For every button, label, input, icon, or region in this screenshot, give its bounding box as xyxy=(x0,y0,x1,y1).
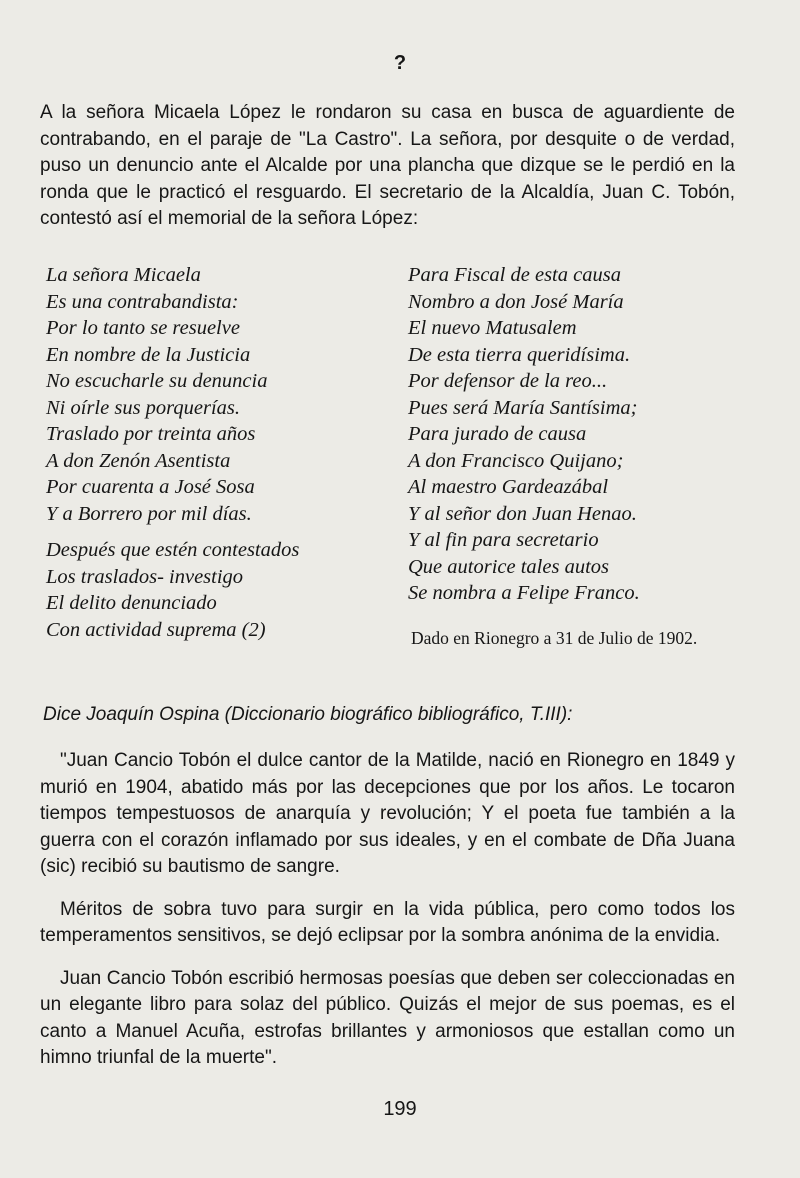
verse-stanza-2 xyxy=(46,537,299,643)
verse-line: Que autorice tales autos xyxy=(408,555,609,578)
verse-line: A don Francisco Quijano; xyxy=(408,449,624,472)
quote-source: Dice Joaquín Ospina (Diccionario biográfico bibliográfico, T.III): xyxy=(43,704,573,725)
quote-block xyxy=(40,748,735,1088)
verse-line: Al maestro Gardeazábal xyxy=(408,476,609,498)
verse-line: A don Zenón Asentista xyxy=(46,449,231,472)
page-header-mark: ? xyxy=(393,52,407,74)
verse-line: No escucharle su denuncia xyxy=(46,370,268,392)
quote-paragraph: "Juan Cancio Tobón el dulce cantor de la Matilde, nació en Rionegro en 1849 y murió en 1904, abatido más por las decepciones que por los años. Le tocaron tiempos tempestuosos de anarquía y revolución; Y el poeta fue también a la guerra con el corazón inflamado por sus ideales, y en el combate de Dña Juana (sic) recibió su bautismo de sangre. xyxy=(40,750,735,877)
verse-line: En nombre de la Justicia xyxy=(46,343,251,366)
verse-date-line: Dado en Rionegro a 31 de Julio de 1902. xyxy=(411,628,698,648)
quote-paragraph: Juan Cancio Tobón escribió hermosas poesías que deben ser coleccionadas en un elegante libro para solaz del público. Quizás el mejor de sus poemas, es el canto a Manuel Acuña, estrofas brillantes y armoniosos que estallan como un himno triunfal de la muerte". xyxy=(40,967,735,1068)
verse-stanza-1 xyxy=(46,262,299,527)
verse-line: Ni oírle sus porquerías. xyxy=(46,396,241,419)
verse-line: Traslado por treinta años xyxy=(46,423,256,445)
verse-line: Nombro a don José María xyxy=(408,290,624,313)
verse-line: Con actividad suprema (2) xyxy=(46,618,266,641)
intro-paragraph: A la señora Micaela López le rondaron su casa en busca de aguardiente de contrabando, en el paraje de "La Castro". La señora, por desquite o de verdad, puso un denuncio ante el Alcalde por una plancha que dizque se le perdió en la ronda que le practicó el resguardo. El secretario de la Alcaldía, Juan C. Tobón, contestó así el memorial de la señora López: xyxy=(40,102,735,229)
verse-line: Es una contrabandista: xyxy=(46,290,239,313)
verse-right-column xyxy=(408,262,640,607)
verse-line: El nuevo Matusalem xyxy=(408,317,577,339)
verse-line: Para Fiscal de esta causa xyxy=(408,264,621,286)
verse-line: Por cuarenta a José Sosa xyxy=(46,476,255,498)
verse-line: Por defensor de la reo... xyxy=(408,370,608,392)
verse-line: Para jurado de causa xyxy=(408,423,587,445)
verse-line: Después que estén contestados xyxy=(46,539,300,561)
verse-line: El delito denunciado xyxy=(46,592,217,614)
verse-line: Por lo tanto se resuelve xyxy=(46,317,240,339)
quote-paragraph: Méritos de sobra tuvo para surgir en la vida pública, pero como todos los temperamentos sensitivos, se dejó eclipsar por la sombra anónima de la envidia. xyxy=(40,898,735,946)
verse-line: Y al fin para secretario xyxy=(408,529,599,551)
verse-line: Los traslados- investigo xyxy=(46,565,244,588)
verse-line: Y al señor don Juan Henao. xyxy=(408,502,637,525)
verse-line: Y a Borrero por mil días. xyxy=(46,502,252,525)
page-number: 199 xyxy=(383,1098,417,1120)
verse-line: Pues será María Santísima; xyxy=(408,396,638,419)
verse-line: La señora Micaela xyxy=(46,264,201,286)
verse-line: De esta tierra queridísima. xyxy=(408,343,631,366)
verse-line: Se nombra a Felipe Franco. xyxy=(408,582,640,604)
verse-left-column xyxy=(46,262,299,643)
